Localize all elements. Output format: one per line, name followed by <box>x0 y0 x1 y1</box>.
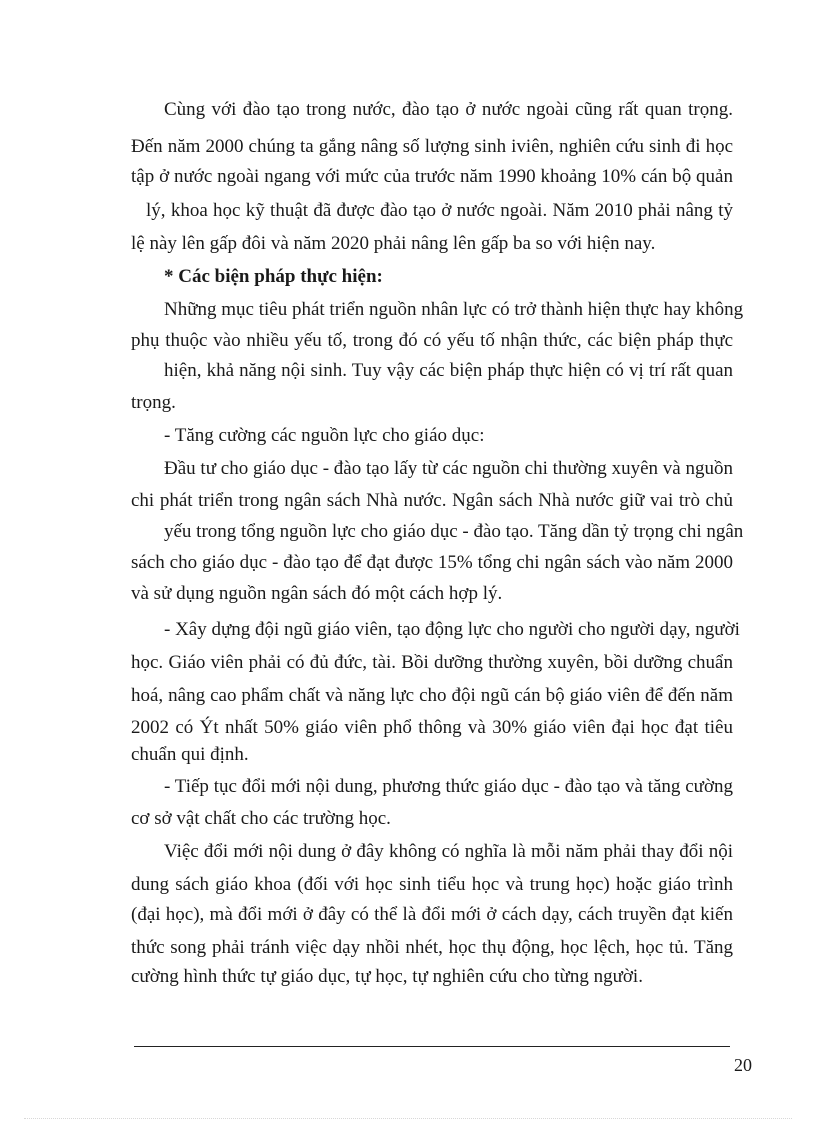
text-line: dung sách giáo khoa (đối với học sinh tiểu học và trung học) hoặc giáo trình <box>131 874 733 895</box>
text-line: sách cho giáo dục - đào tạo để đạt được 15% tổng chi ngân sách vào năm 2000 <box>131 552 733 573</box>
text-line: lý, khoa học kỹ thuật đã được đào tạo ở nước ngoài. Năm 2010 phải nâng tỷ <box>146 200 733 221</box>
text-line: trọng. <box>131 392 176 413</box>
text-line: thức song phải tránh việc dạy nhồi nhét, học thụ động, học lệch, học tủ. Tăng <box>131 937 733 958</box>
page-edge-divider <box>24 1118 792 1119</box>
text-line: tập ở nước ngoài ngang với mức của trước năm 1990 khoảng 10% cán bộ quản <box>131 166 733 187</box>
page-number: 20 <box>734 1055 752 1075</box>
text-line: Những mục tiêu phát triển nguồn nhân lực có trở thành hiện thực hay không <box>164 299 744 320</box>
text-line: Việc đổi mới nội dung ở đây không có nghĩa là mỗi năm phải thay đổi nội <box>164 841 733 862</box>
list-item: - Tăng cường các nguồn lực cho giáo dục: <box>164 425 485 446</box>
text-line: yếu trong tổng nguồn lực cho giáo dục - đào tạo. Tăng dần tỷ trọng chi ngân <box>164 521 744 542</box>
footer-divider <box>134 1046 730 1047</box>
text-line: và sử dụng nguồn ngân sách đó một cách hợp lý. <box>131 583 503 604</box>
text-line: chi phát triển trong ngân sách Nhà nước. Ngân sách Nhà nước giữ vai trò chủ <box>131 490 733 511</box>
text-line: 2002 có Ýt nhất 50% giáo viên phổ thông và 30% giáo viên đại học đạt tiêu <box>131 717 733 738</box>
text-line: Đến năm 2000 chúng ta gắng nâng số lượng sinh iviên, nghiên cứu sinh đi học <box>131 136 733 157</box>
text-line: chuẩn qui định. <box>131 744 249 765</box>
section-heading: * Các biện pháp thực hiện: <box>164 266 383 287</box>
text-line: phụ thuộc vào nhiều yếu tố, trong đó có yếu tố nhận thức, các biện pháp thực <box>131 330 733 351</box>
text-line: hiện, khả năng nội sinh. Tuy vậy các biện pháp thực hiện có vị trí rất quan <box>164 360 733 381</box>
text-line: (đại học), mà đổi mới ở đây có thể là đổi mới ở cách dạy, cách truyền đạt kiến <box>131 904 733 925</box>
list-item: - Xây dựng đội ngũ giáo viên, tạo động lực cho người cho người dạy, người <box>164 619 740 640</box>
text-line: cường hình thức tự giáo dục, tự học, tự nghiên cứu cho từng người. <box>131 966 643 987</box>
text-line: cơ sở vật chất cho các trường học. <box>131 808 391 829</box>
text-line: lệ này lên gấp đôi và năm 2020 phải nâng lên gấp ba so với hiện nay. <box>131 233 656 254</box>
text-line: hoá, nâng cao phẩm chất và năng lực cho đội ngũ cán bộ giáo viên để đến năm <box>131 685 733 706</box>
list-item: - Tiếp tục đổi mới nội dung, phương thức giáo dục - đào tạo và tăng cường <box>164 776 733 797</box>
text-line: Đầu tư cho giáo dục - đào tạo lấy từ các nguồn chi thường xuyên và nguồn <box>164 458 733 479</box>
text-line: Cùng với đào tạo trong nước, đào tạo ở nước ngoài cũng rất quan trọng. <box>164 99 733 120</box>
text-line: học. Giáo viên phải có đủ đức, tài. Bồi dưỡng thường xuyên, bồi dưỡng chuẩn <box>131 652 733 673</box>
